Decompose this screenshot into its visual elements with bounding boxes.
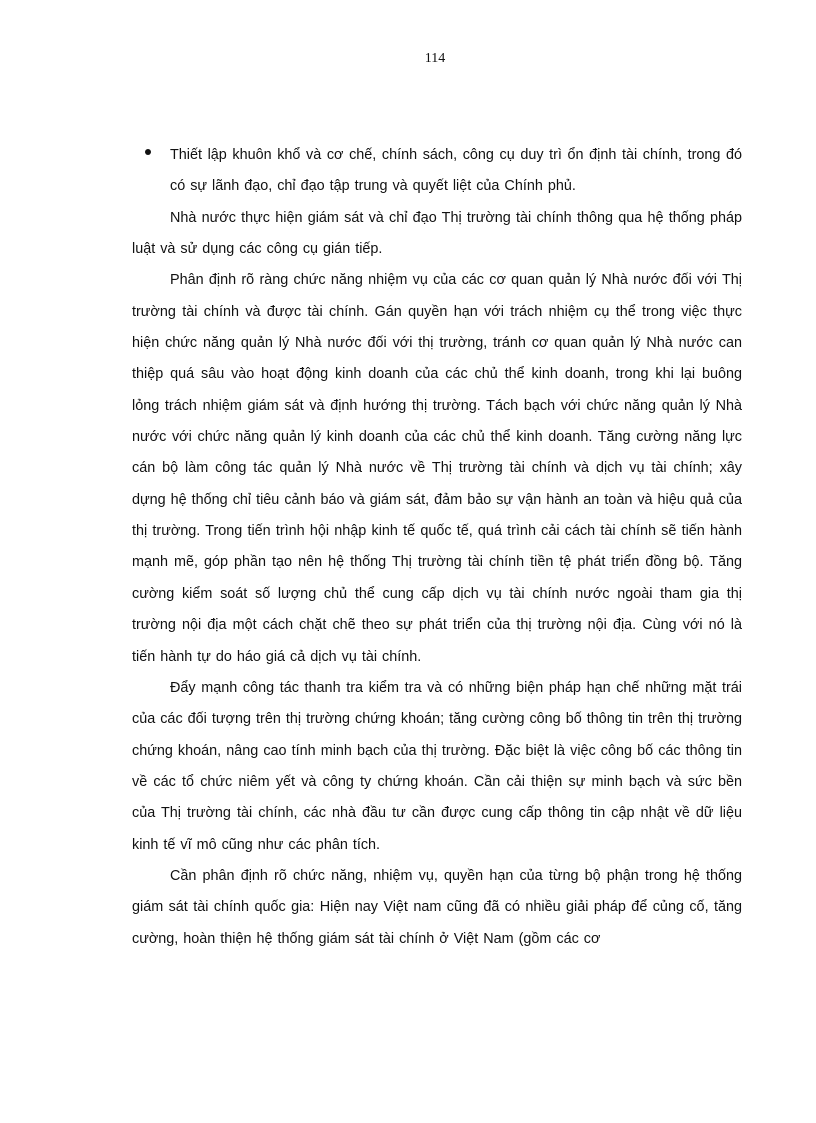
paragraph: Phân định rõ ràng chức năng nhiệm vụ của các cơ quan quản lý Nhà nước đối với Thị trường tài chính và được tài chính. Gán quyền hạn với trách nhiệm cụ thể trong việc thực hiện chức năng quản lý Nhà nước đối với thị trường, tránh cơ quan quản lý Nhà nước can thiệp quá sâu vào hoạt động kinh doanh của các chủ thể kinh doanh, trong khi lại buông lỏng trách nhiệm giám sát và định hướng thị trường. Tách bạch với chức năng quản lý Nhà nước với chức năng quản lý kinh doanh của các chủ thể kinh doanh. Tăng cường năng lực cán bộ làm công tác quản lý Nhà nước về Thị trường tài chính và dịch vụ tài chính; xây dựng hệ thống chỉ tiêu cảnh báo và giám sát, đảm bảo sự vận hành an toàn và hiệu quả của thị trường. Trong tiến trình hội nhập kinh tế quốc tế, quá trình cải cách tài chính sẽ tiến hành mạnh mẽ, góp phần tạo nên hệ thống Thị trường tài chính tiền tệ phát triển đồng bộ. Tăng cường kiểm soát số lượng chủ thể cung cấp dịch vụ tài chính nước ngoài tham gia thị trường nội địa một cách chặt chẽ theo sự phát triển của thị trường nội địa. Cùng với nó là tiến hành tự do háo giá cả dịch vụ tài chính. — [132, 272, 742, 665]
bullet-icon — [145, 149, 151, 155]
paragraph-text: Thiết lập khuôn khổ và cơ chế, chính sách, công cụ duy trì ổn định tài chính, trong đó có sự lãnh đạo, chỉ đạo tập trung và quyết liệt của Chính phủ. — [170, 147, 742, 195]
paragraph: Nhà nước thực hiện giám sát và chỉ đạo Thị trường tài chính thông qua hệ thống pháp luật và sử dụng các công cụ gián tiếp. — [132, 209, 742, 258]
page-number: 114 — [424, 51, 446, 66]
document-body — [132, 140, 742, 955]
paragraph: Đẩy mạnh công tác thanh tra kiểm tra và có những biện pháp hạn chế những mặt trái của các đối tượng trên thị trường chứng khoán; tăng cường công bố thông tin trên thị trường chứng khoán, nâng cao tính minh bạch của thị trường. Đặc biệt là việc công bố các thông tin về các tổ chức niêm yết và công ty chứng khoán. Cần cải thiện sự minh bạch và sức bền của Thị trường tài chính, các nhà đầu tư cần được cung cấp thông tin cập nhật về dữ liệu kinh tế vĩ mô cũng như các phân tích. — [132, 679, 742, 853]
paragraph: Cần phân định rõ chức năng, nhiệm vụ, quyền hạn của từng bộ phận trong hệ thống giám sát tài chính quốc gia: Hiện nay Việt nam cũng đã có nhiều giải pháp để củng cố, tăng cường, hoàn thiện hệ thống giám sát tài chính ở Việt Nam (gồm các cơ — [132, 867, 742, 947]
bullet-paragraph — [132, 140, 742, 203]
